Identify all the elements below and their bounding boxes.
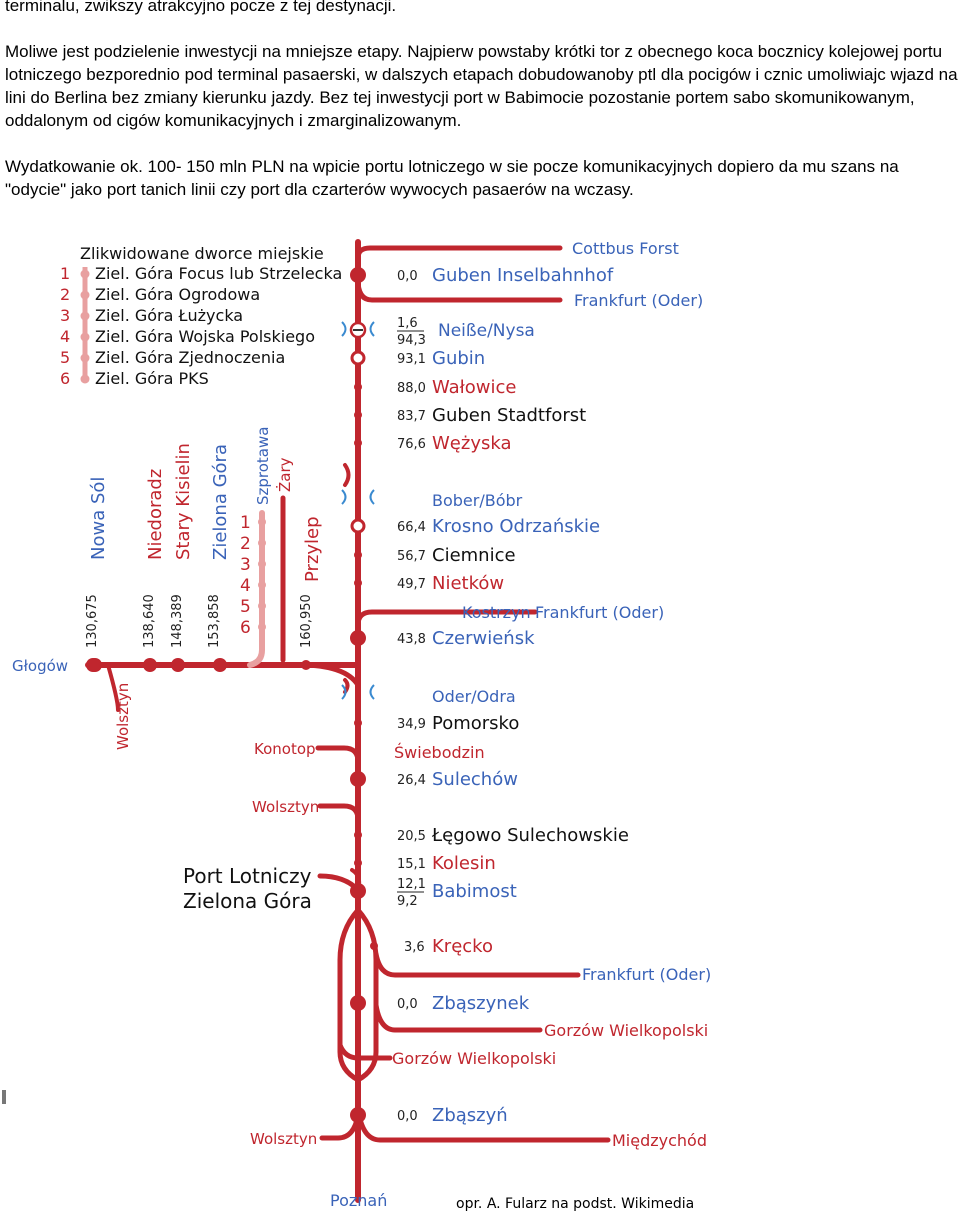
city-station-number: 6: [240, 618, 251, 638]
stop-dot: [354, 831, 362, 839]
city-station-number: 3: [240, 555, 251, 575]
station-name: Wężyska: [432, 433, 512, 454]
station-name: Gorzów Wielkopolski: [392, 1049, 557, 1068]
wolsztyn-label: Wolsztyn: [114, 682, 132, 750]
city-station-dot: [258, 518, 266, 526]
paragraph-intro: terminalu, zwikszy atrakcyjno pocze z tej destynacji.: [5, 0, 397, 15]
stop-dot: [354, 551, 362, 559]
station-dot: [350, 1107, 366, 1123]
legend-dot: [81, 354, 90, 363]
station-name: Neiße/Nysa: [438, 321, 535, 341]
szprotawa-label: Szprotawa: [254, 426, 272, 505]
mainline-labels: [250, 239, 711, 1210]
station-name: Kręcko: [432, 936, 493, 957]
legend-dot: [81, 291, 90, 300]
station-name: Pomorsko: [432, 713, 520, 734]
scroll-mark: [2, 1090, 6, 1104]
stop-dot: [354, 439, 362, 447]
station-km: 15,1: [397, 857, 426, 872]
legend: [60, 244, 342, 388]
konotop-label: Konotop: [254, 740, 316, 758]
city-station-dot: [258, 602, 266, 610]
west-station-dot: [213, 658, 227, 672]
city-station-number: 5: [240, 597, 251, 617]
credit-text: opr. A. Fularz na podst. Wikimedia: [456, 1196, 695, 1212]
station-km: 88,0: [397, 381, 426, 396]
halt-dot: [352, 520, 364, 532]
station-name: Frankfurt (Oder): [535, 603, 665, 622]
station-name: Bober/Bóbr: [432, 491, 523, 510]
station-name: Zbąszynek: [432, 993, 530, 1014]
station-name: Guben Inselbahnhof: [432, 265, 614, 286]
station-km: 93,1: [397, 352, 426, 367]
legend-item: Ziel. Góra PKS: [95, 369, 209, 388]
airport-line1: Port Lotniczy: [183, 864, 312, 888]
legend-dot: [81, 270, 90, 279]
station-km: 3,6: [404, 940, 425, 955]
legend-item: Ziel. Góra Focus lub Strzelecka: [95, 264, 343, 283]
station-km: 43,8: [397, 632, 426, 647]
legend-item: Ziel. Góra Wojska Polskiego: [95, 327, 315, 346]
west-station-km: 130,675: [85, 594, 100, 648]
station-name: Wałowice: [432, 377, 517, 398]
station-name: Nietków: [432, 573, 505, 594]
stop-dot: [354, 411, 362, 419]
stop-dot: [354, 859, 362, 867]
station-name: Międzychód: [612, 1131, 707, 1150]
west-station-km: 153,858: [207, 594, 222, 648]
westline-labels: [12, 427, 323, 758]
paragraph-stages: Moliwe jest podzielenie inwestycji na mniejsze etapy. Najpierw powstaby krótki tor z obecnego koca bocznicy kolejowej portu lotniczego bezporednio pod terminal pasaerski, w dalszych etapach dobudowanoby ptl dla pocigów i cznic umoliwiajc wjazd na lini do Berlina bez zmiany kierunku jazdy. Bez tej inwestycji port w Babimocie pozostanie portem sabo skomunikowanym, oddalonym od cigów komunikacyjnych i zmarginalizowanym.: [5, 42, 958, 130]
legend-item: Ziel. Góra Zjednoczenia: [95, 348, 286, 367]
legend-number: 6: [60, 369, 71, 388]
station-name: Wolsztyn: [252, 798, 320, 816]
station-km: 26,4: [397, 773, 426, 788]
station-dot: [350, 630, 366, 646]
station-name: Sulechów: [432, 769, 518, 790]
station-dot: [350, 267, 366, 283]
city-station-number: 4: [240, 576, 251, 596]
station-km: 66,4: [397, 520, 426, 535]
station-km: 0,0: [397, 1109, 418, 1124]
legend-dot: [81, 375, 90, 384]
station-km-alt: 94,3: [397, 333, 426, 348]
legend-dot: [81, 333, 90, 342]
station-name: Gorzów Wielkopolski: [544, 1021, 709, 1040]
station-name: Frankfurt (Oder): [574, 291, 704, 310]
station-name: Babimost: [432, 881, 517, 902]
legend-number: 3: [60, 306, 71, 325]
stop-dot: [354, 383, 362, 391]
station-name: Frankfurt (Oder): [582, 965, 712, 984]
station-km: 83,7: [397, 409, 426, 424]
station-name: Cottbus Forst: [572, 239, 679, 258]
west-station-name: Przylep: [302, 516, 323, 582]
legend-number: 5: [60, 348, 71, 367]
legend-number: 1: [60, 264, 71, 283]
station-dot: [350, 771, 366, 787]
station-dot: [350, 995, 366, 1011]
przylep-dot: [301, 660, 311, 670]
railway-diagram: [0, 230, 960, 1215]
west-station-dot: [86, 658, 100, 672]
station-km: 49,7: [397, 577, 426, 592]
station-name: Ciemnice: [432, 545, 516, 566]
station-km-alt: 9,2: [397, 894, 418, 909]
station-km: 1,6: [397, 316, 418, 331]
west-station-dot: [171, 658, 185, 672]
paragraph-costs: Wydatkowanie ok. 100- 150 mln PLN na wpicie portu lotniczego w sie pocze komunikacyjnych dopiero da mu szans na "odycie" jako port tanich linii czy port dla czarterów wywocych pasaerów na wczasy.: [5, 157, 899, 199]
legend-title: Zlikwidowane dworce miejskie: [80, 244, 324, 263]
stop-dot: [354, 579, 362, 587]
west-station-dot: [143, 658, 157, 672]
airport-line2: Zielona Góra: [183, 889, 312, 913]
station-name: Kostrzyn: [462, 603, 531, 622]
station-name: Łęgowo Sulechowskie: [432, 825, 629, 846]
west-station-km: 148,389: [170, 594, 185, 648]
station-km: 12,1: [397, 877, 426, 892]
station-name: Gubin: [432, 348, 486, 369]
city-station-dot: [258, 560, 266, 568]
station-name: Zbąszyń: [432, 1105, 508, 1126]
stop-dot: [370, 942, 378, 950]
city-station-number: 2: [240, 534, 251, 554]
airport-label: [183, 864, 312, 913]
west-station-name: Stary Kisielin: [173, 443, 194, 560]
zary-label: Żary: [276, 457, 294, 492]
west-station-km: 138,640: [142, 594, 157, 648]
station-name: Czerwieńsk: [432, 628, 535, 649]
station-name: Poznań: [330, 1191, 388, 1210]
station-name: Oder/Odra: [432, 687, 516, 706]
station-km: 20,5: [397, 829, 426, 844]
station-km: 0,0: [397, 269, 418, 284]
city-station-dot: [258, 581, 266, 589]
legend-number: 4: [60, 327, 71, 346]
station-km: 76,6: [397, 437, 426, 452]
legend-number: 2: [60, 285, 71, 304]
station-km: 34,9: [397, 717, 426, 732]
city-station-dot: [258, 539, 266, 547]
station-name: Świebodzin: [394, 743, 485, 762]
legend-item: Ziel. Góra Łużycka: [95, 306, 244, 325]
city-station-number: 1: [240, 513, 251, 533]
city-station-dot: [258, 623, 266, 631]
legend-item: Ziel. Góra Ogrodowa: [95, 285, 261, 304]
station-name: Krosno Odrzańskie: [432, 516, 601, 537]
legend-dot: [81, 312, 90, 321]
station-name: Wolsztyn: [250, 1130, 318, 1148]
glogow-label: Głogów: [12, 657, 69, 675]
station-name: Guben Stadtforst: [432, 405, 587, 426]
stop-dot: [354, 719, 362, 727]
halt-dot: [352, 352, 364, 364]
west-station-km: 160,950: [299, 594, 314, 648]
station-name: Kolesin: [432, 853, 496, 874]
station-km: 56,7: [397, 549, 426, 564]
west-station-name: Nowa Sól: [88, 476, 109, 560]
west-station-name: Zielona Góra: [210, 444, 231, 560]
west-station-name: Niedoradz: [145, 468, 166, 560]
station-dot: [350, 883, 366, 899]
station-km: 0,0: [397, 997, 418, 1012]
